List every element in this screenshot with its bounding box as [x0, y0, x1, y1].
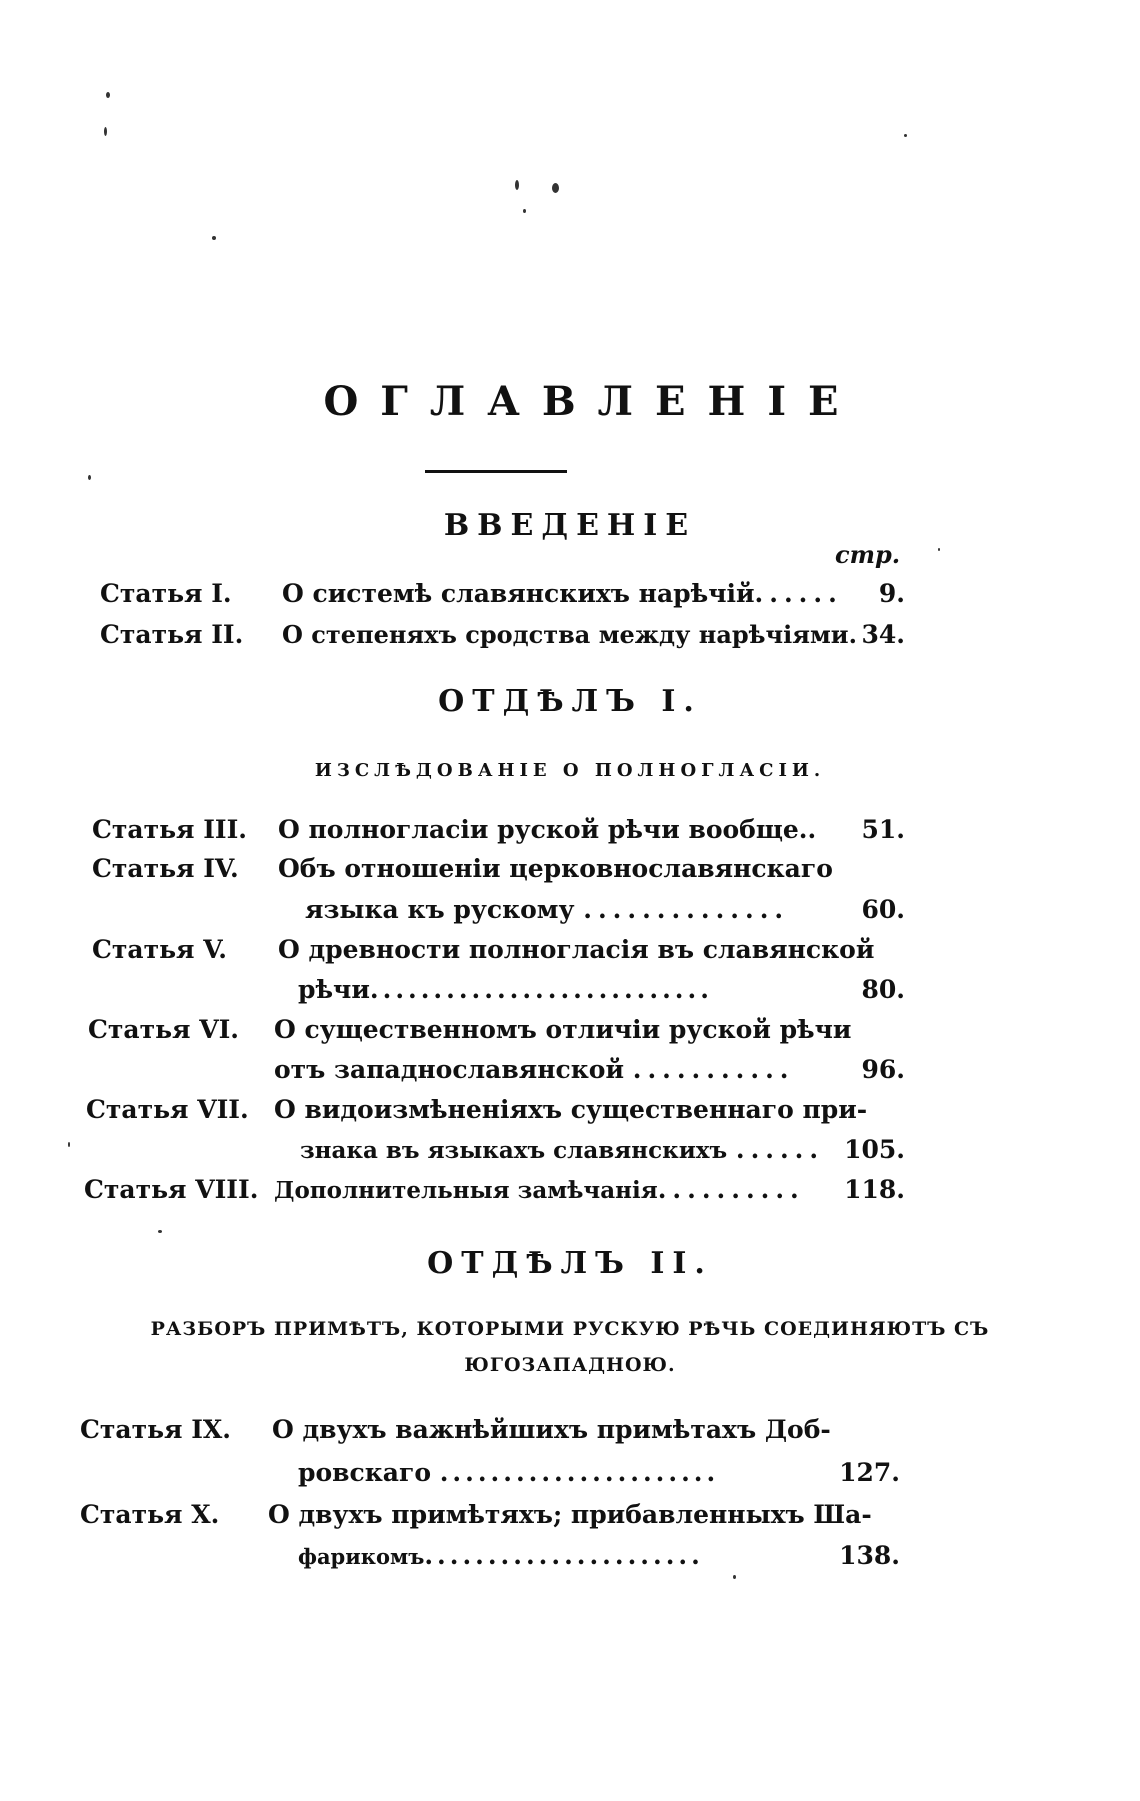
- entry-label: Статья V.: [92, 935, 227, 964]
- entry-page-number: 96.: [861, 1055, 905, 1084]
- entry-title-continuation: [274, 1055, 794, 1084]
- entry-title-continuation: [298, 975, 713, 1004]
- scan-speck: [106, 92, 110, 98]
- entry-page-number: 34.: [861, 620, 905, 649]
- entry-page-number: 60.: [861, 895, 905, 924]
- entry-title: [274, 1175, 805, 1204]
- entry-label: Статья VIII.: [84, 1175, 259, 1204]
- entry-label: Статья I.: [100, 579, 232, 608]
- entry-label: Статья II.: [100, 620, 244, 649]
- scan-speck: [68, 1142, 70, 1147]
- dot-leader: ......................: [424, 1541, 704, 1570]
- entry-page-number: 80.: [861, 975, 905, 1004]
- section-heading-part-2: ОТДѢЛЪ II.: [427, 1246, 713, 1281]
- entry-page-number: 9.: [878, 579, 905, 608]
- entry-label: Статья IX.: [80, 1415, 232, 1444]
- entry-label: Статья VII.: [86, 1095, 249, 1124]
- entry-label: Статья III.: [92, 815, 248, 844]
- entry-page-number: 127.: [839, 1458, 900, 1487]
- entry-label: Статья VI.: [88, 1015, 240, 1044]
- dot-leader: ......: [735, 1135, 825, 1164]
- entry-title: О древности полногласiя въ славянской: [278, 935, 875, 964]
- scan-speck: [904, 134, 907, 137]
- dot-leader: ..............: [583, 895, 790, 924]
- entry-label: Статья X.: [80, 1500, 220, 1529]
- dot-leader: ..........: [657, 1175, 805, 1204]
- entry-title: О полногласiи руской рѣчи вообще..: [278, 815, 817, 844]
- entry-title-text: отъ западнославянской: [274, 1055, 625, 1084]
- entry-label: Статья IV.: [92, 854, 239, 883]
- entry-page-number: 118.: [844, 1175, 905, 1204]
- section-heading-introduction: ВВЕДЕНIЕ: [443, 508, 697, 543]
- scan-speck: [938, 548, 940, 551]
- section-heading-part-1: ОТДѢЛЪ I.: [438, 684, 702, 719]
- entry-title: О двухъ важнѣйшихъ примѣтахъ Доб-: [272, 1415, 831, 1444]
- scan-speck: [212, 236, 216, 240]
- entry-title: Объ отношенiи церковнославянскаго: [278, 854, 833, 883]
- scan-speck: [733, 1575, 736, 1579]
- dot-leader: ......................: [439, 1458, 720, 1487]
- entry-title-continuation: [305, 895, 789, 924]
- dot-leader: ...........................: [369, 975, 713, 1004]
- scan-speck: [515, 180, 519, 190]
- entry-title-continuation: [298, 1541, 704, 1570]
- entry-page-number: 51.: [861, 815, 905, 844]
- entry-title-text: фарикомъ: [298, 1544, 425, 1569]
- entry-title-continuation: [300, 1135, 824, 1164]
- entry-page-number: 138.: [839, 1541, 900, 1570]
- entry-title-text: языка къ рускому: [305, 895, 575, 924]
- entry-title: О существенномъ отличiи руской рѣчи: [274, 1015, 852, 1044]
- entry-title-text: ровскаго: [298, 1458, 431, 1487]
- entry-title: [282, 579, 843, 608]
- section-subheading-part-1: ИЗСЛѢДОВАНIЕ О ПОЛНОГЛАСIИ.: [314, 760, 826, 781]
- entry-title-text: знака въ языкахъ славянскихъ: [300, 1137, 728, 1164]
- entry-title-continuation: [298, 1458, 719, 1487]
- dot-leader: ......: [754, 579, 843, 608]
- entry-page-number: 105.: [844, 1135, 905, 1164]
- entry-title-text: рѣчи: [298, 975, 370, 1004]
- page-title: ОГЛАВЛЕНIЕ: [323, 378, 861, 425]
- section-subheading-part-2-line-1: РАЗБОРЪ ПРИМѢТЪ, КОТОРЫМИ РУСКУЮ РѢЧЬ СОЕДИНЯЮТЪ СЪ: [150, 1318, 990, 1340]
- scan-speck: [88, 475, 91, 480]
- dot-leader: ...........: [632, 1055, 795, 1084]
- scan-speck: [523, 209, 526, 213]
- entry-title: О видоизмѣненiяхъ существеннаго при-: [274, 1095, 868, 1124]
- entry-title: О двухъ примѣтяхъ; прибавленныхъ Ша-: [268, 1500, 872, 1529]
- scan-speck: [104, 127, 107, 136]
- scan-speck: [158, 1230, 162, 1233]
- page-column-label: стр.: [835, 540, 901, 569]
- entry-title-text: Дополнительныя замѣчанiя: [274, 1177, 658, 1204]
- scan-speck: [552, 183, 559, 193]
- entry-title-text: О системѣ славянскихъ нарѣчiй: [282, 579, 755, 608]
- title-rule: [425, 470, 567, 473]
- section-subheading-part-2-line-2: ЮГОЗАПАДНОЮ.: [464, 1354, 676, 1376]
- entry-title: О степеняхъ сродства между нарѣчiями.: [282, 620, 857, 649]
